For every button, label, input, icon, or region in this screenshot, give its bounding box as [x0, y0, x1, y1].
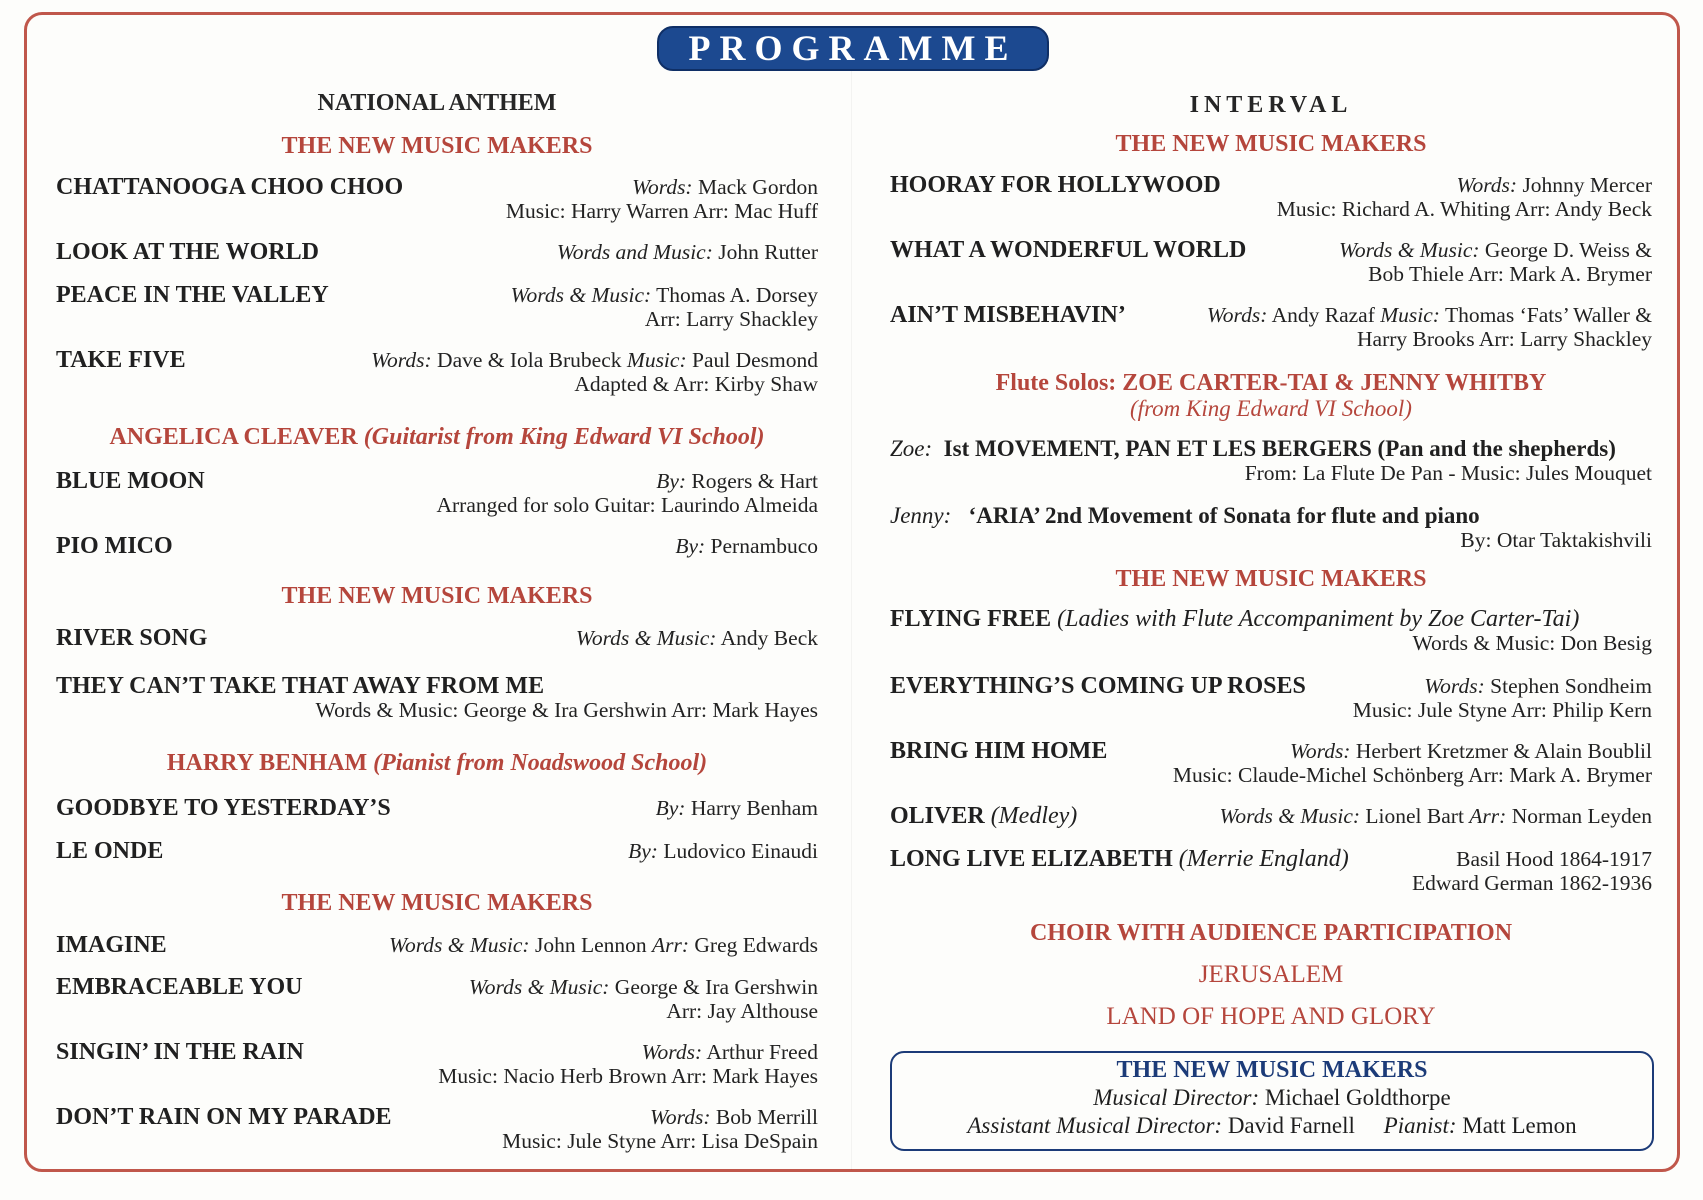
song-credit: Music: Richard A. Whiting Arr: Andy Beck: [1276, 197, 1652, 221]
programme-item: [56, 838, 818, 890]
song-credit: Adapted & Arr: Kirby Shaw: [574, 372, 818, 396]
song-credit: Words: Dave & Iola Brubeck Music: Paul Desmond: [371, 348, 818, 372]
national-anthem-heading: NATIONAL ANTHEM: [317, 90, 557, 116]
song-title: SINGIN’ IN THE RAIN: [56, 1039, 304, 1065]
section-heading: THE NEW MUSIC MAKERS: [281, 133, 593, 159]
programme-item: [890, 673, 1652, 725]
song-title: WHAT A WONDERFUL WORLD: [890, 237, 1247, 263]
song-title-jerusalem: JERUSALEM: [1198, 961, 1344, 988]
song-title: GOODBYE TO YESTERDAY’S: [56, 795, 391, 821]
song-note: (Merrie England): [1178, 846, 1349, 872]
song-title: BRING HIM HOME: [890, 738, 1108, 764]
song-title-land-of-hope: LAND OF HOPE AND GLORY: [1106, 1003, 1436, 1030]
song-title: DON’T RAIN ON MY PARADE: [56, 1104, 392, 1130]
song-title: AIN’T MISBEHAVIN’: [890, 302, 1126, 328]
song-note: (Medley): [990, 803, 1078, 829]
song-credit: Bob Thiele Arr: Mark A. Brymer: [1368, 262, 1652, 286]
song-credit: Words: Arthur Freed: [641, 1040, 818, 1064]
song-credit: By: Pernambuco: [675, 534, 818, 558]
song-title: Ist MOVEMENT, PAN ET LES BERGERS (Pan and the shepherds): [943, 436, 1616, 461]
assistant-director-line: Assistant Musical Director: David Farnell Pianist: Matt Lemon: [967, 1113, 1577, 1138]
credits-title: THE NEW MUSIC MAKERS: [1116, 1057, 1428, 1083]
song-credit: Words & Music: George D. Weiss &: [1338, 238, 1652, 262]
song-credit: Music: Harry Warren Arr: Mac Huff: [505, 199, 818, 223]
page-fold: [851, 60, 852, 1170]
song-title: PIO MICO: [56, 533, 173, 559]
song-credit: Arranged for solo Guitar: Laurindo Almeida: [436, 493, 818, 517]
song-credit: By: Otar Taktakishvili: [1460, 528, 1652, 552]
programme-item: [56, 1104, 818, 1156]
flute-solos-school: (from King Edward VI School): [1130, 396, 1412, 421]
song-credit: Words: Bob Merrill: [649, 1105, 818, 1129]
song-credit: Words & Music: George & Ira Gershwin Arr: Mark Hayes: [315, 698, 818, 722]
song-title: LONG LIVE ELIZABETH: [890, 846, 1179, 872]
programme-item: [890, 503, 1652, 555]
programme-item: [56, 282, 818, 334]
song-note: (Ladies with Flute Accompaniment by Zoe Carter-Tai): [1057, 606, 1580, 632]
song-title: HOORAY FOR HOLLYWOOD: [890, 172, 1221, 198]
song-credit: Words and Music: John Rutter: [556, 240, 818, 264]
programme-item: [890, 436, 1652, 488]
song-credit: Harry Brooks Arr: Larry Shackley: [1357, 327, 1652, 351]
song-credit: Basil Hood 1864-1917: [1456, 847, 1652, 871]
choir-heading: CHOIR WITH AUDIENCE PARTICIPATION: [1029, 920, 1513, 946]
soloist-heading: HARRY BENHAM (Pianist from Noadswood School): [166, 750, 708, 776]
song-title: TAKE FIVE: [56, 347, 186, 373]
programme-item: [56, 1039, 818, 1091]
soloist-name: Zoe:: [890, 436, 933, 461]
song-title: ‘ARIA’ 2nd Movement of Sonata for flute and piano: [968, 503, 1480, 528]
song-credit: Words: Stephen Sondheim: [1424, 674, 1652, 698]
programme-title: PROGRAMME: [657, 26, 1049, 71]
song-credit: Words: Johnny Mercer: [1456, 173, 1652, 197]
section-heading: THE NEW MUSIC MAKERS: [1115, 131, 1427, 157]
section-heading: THE NEW MUSIC MAKERS: [281, 890, 593, 916]
song-credit: By: Ludovico Einaudi: [628, 839, 818, 863]
song-title: RIVER SONG: [56, 625, 208, 651]
song-title: CHATTANOOGA CHOO CHOO: [56, 174, 404, 200]
song-credit: By: Harry Benham: [655, 796, 818, 820]
section-heading: THE NEW MUSIC MAKERS: [1115, 566, 1427, 592]
credits-box: [890, 1051, 1654, 1151]
song-title: IMAGINE: [56, 932, 167, 958]
song-title: FLYING FREE: [890, 606, 1058, 632]
song-credit: Words & Music: Lionel Bart Arr: Norman Leyden: [1219, 804, 1652, 828]
programme-item: [56, 347, 818, 399]
flute-solos-heading: Flute Solos: ZOE CARTER-TAI & JENNY WHITBY: [995, 370, 1547, 396]
programme-item: [890, 172, 1652, 224]
song-credit: Words & Music: Don Besig: [1412, 631, 1652, 655]
song-credit: Music: Jule Styne Arr: Lisa DeSpain: [502, 1129, 818, 1153]
song-credit: Words: Herbert Kretzmer & Alain Boublil: [1289, 739, 1652, 763]
song-credit: From: La Flute De Pan - Music: Jules Mouquet: [1244, 461, 1652, 485]
soloist-name: Jenny:: [890, 503, 952, 528]
song-title: LE ONDE: [56, 838, 164, 864]
song-credit: Arr: Jay Althouse: [666, 999, 818, 1023]
song-credit: By: Rogers & Hart: [656, 469, 818, 493]
soloist-heading: ANGELICA CLEAVER (Guitarist from King Edward VI School): [109, 424, 765, 450]
song-credit: Music: Nacio Herb Brown Arr: Mark Hayes: [438, 1064, 818, 1088]
song-title: EMBRACEABLE YOU: [56, 974, 303, 1000]
song-title: BLUE MOON: [56, 468, 205, 494]
programme-item: [890, 606, 1652, 658]
musical-director-line: Musical Director: Michael Goldthorpe: [1093, 1085, 1451, 1110]
programme-item: [56, 625, 818, 677]
song-credit: Edward German 1862-1936: [1411, 871, 1652, 895]
programme-item: [890, 738, 1652, 790]
programme-item: [56, 974, 818, 1026]
song-title: PEACE IN THE VALLEY: [56, 282, 329, 308]
song-title: EVERYTHING’S COMING UP ROSES: [890, 673, 1306, 699]
song-credit: Words: Mack Gordon: [632, 175, 818, 199]
song-credit: Arr: Larry Shackley: [644, 307, 818, 331]
song-credit: Words & Music: George & Ira Gershwin: [468, 975, 818, 999]
programme-item: [56, 174, 818, 226]
song-title: THEY CAN’T TAKE THAT AWAY FROM ME: [56, 673, 545, 699]
song-credit: Music: Claude-Michel Schönberg Arr: Mark A. Brymer: [1172, 763, 1652, 787]
song-title: LOOK AT THE WORLD: [56, 239, 319, 265]
song-title: OLIVER: [890, 803, 991, 829]
programme-item: [56, 468, 818, 520]
song-credit: Words & Music: Thomas A. Dorsey: [510, 283, 818, 307]
programme-item: [890, 237, 1652, 289]
song-credit: Words & Music: Andy Beck: [575, 626, 818, 650]
interval-heading: INTERVAL: [1189, 92, 1353, 118]
song-credit: Words & Music: John Lennon Arr: Greg Edwards: [389, 933, 818, 957]
programme-item: [890, 302, 1652, 354]
programme-item: [56, 673, 818, 725]
song-credit: Music: Jule Styne Arr: Philip Kern: [1352, 698, 1652, 722]
programme-item: [56, 533, 818, 585]
section-heading: THE NEW MUSIC MAKERS: [281, 583, 593, 609]
programme-item: [890, 846, 1652, 898]
song-credit: Words: Andy Razaf Music: Thomas ‘Fats’ Waller &: [1206, 303, 1652, 327]
